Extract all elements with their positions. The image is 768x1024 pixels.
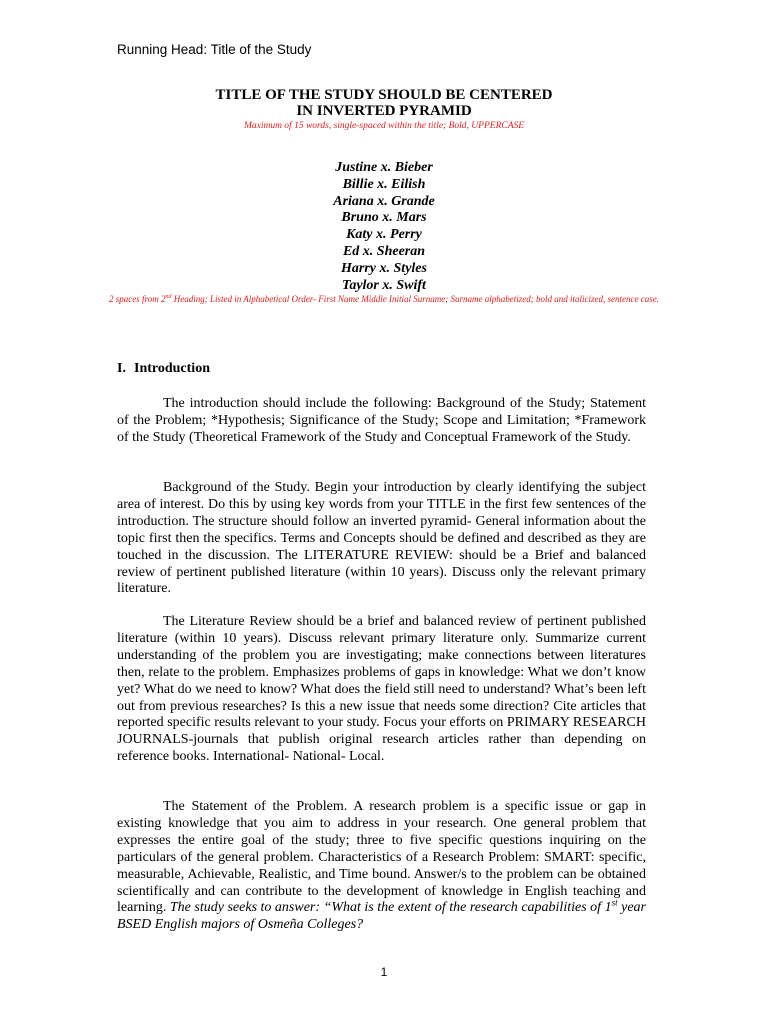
- author-formatting-note: [108, 293, 660, 305]
- author-name: Ed x. Sheeran: [342, 243, 426, 259]
- author-list: [0, 160, 768, 294]
- ordinal-superscript: st: [611, 897, 618, 908]
- title-line-2: IN INVERTED PYRAMID: [296, 103, 472, 119]
- author-name: Justine x. Bieber: [335, 160, 433, 175]
- section-heading: [117, 361, 210, 377]
- running-head: Running Head: Title of the Study: [117, 42, 312, 57]
- research-question-text: The study seeks to answer: “What is the extent of the research capabilities of 1: [169, 900, 612, 916]
- research-question-text: year BSED English majors of Osmeña Colleges?: [117, 900, 646, 933]
- paragraph-background: Background of the Study. Begin your introduction by clearly identifying the subject area of interest. Do this by using key words from your TITLE in the first few sentences of the introduction. The structure should follow an inverted pyramid- General information about the topic first then the specifics. Terms and Concepts should be defined and described as they are touched in the discussion. The LITERATURE REVIEW: should be a Brief and balanced review of pertinent published literature (within 10 years). Discuss only the relevant primary literature.: [117, 480, 646, 597]
- document-title: [0, 87, 768, 119]
- page-number: 1: [380, 965, 388, 979]
- author-note-text: Heading; Listed in Alphabetical Order- First Name Middle Initial Surname; Surname alphabetized; bold and italicized, sentence case.: [171, 294, 659, 304]
- section-number: I.: [117, 361, 126, 376]
- section-title: Introduction: [134, 361, 210, 376]
- author-name: Ariana x. Grande: [333, 193, 435, 209]
- author-name: Harry x. Styles: [341, 260, 427, 276]
- author-note-text: 2 spaces from 2: [109, 294, 166, 304]
- paragraph-introduction-overview: The introduction should include the following: Background of the Study; Statement of the Problem; *Hypothesis; Significance of the Study; Scope and Limitation; *Framework of the Study (Theoretical Framework of the Study and Conceptual Framework of the Study.: [117, 396, 646, 445]
- author-name: Billie x. Eilish: [342, 176, 426, 192]
- author-note-superscript: nd: [165, 294, 172, 300]
- paragraph-text: The Statement of the Problem. A research problem is a specific issue or gap in existing knowledge that you aim to address in your research. One general problem that expresses the entire goal of the study; three to five specific questions inquiring on the particulars of the general problem. Characteristics of a Research Problem: SMART: specific, measurable, Achievable, Realistic, and Time bound. Answer/s to the problem can be obtained scientifically and can contribute to the development of knowledge in English teaching and learning.: [117, 799, 646, 916]
- title-line-1: TITLE OF THE STUDY SHOULD BE CENTERED: [215, 87, 553, 103]
- paragraph-statement-of-problem: [117, 799, 646, 934]
- paragraph-literature-review: The Literature Review should be a brief and balanced review of pertinent published literature (within 10 years). Discuss relevant primary literature only. Summarize current understanding of the problem you are investigating; make connections between literatures then, relate to the problem. Emphasizes problems of gaps in knowledge: What we don’t know yet? What do we need to know? What does the field still need to understand? What’s been left out from previous researches? Is this a new issue that needs some direction? Cite articles that reported specific results relevant to your study. Focus your efforts on PRIMARY RESEARCH JOURNALS-journals that publish original research articles rather than depending on reference books. International- National- Local.: [117, 614, 646, 765]
- author-name: Bruno x. Mars: [341, 210, 427, 226]
- title-formatting-note: Maximum of 15 words, single-spaced within the title; Bold, UPPERCASE: [243, 121, 525, 131]
- author-name: Katy x. Perry: [346, 227, 422, 243]
- author-name: Taylor x. Swift: [342, 277, 426, 293]
